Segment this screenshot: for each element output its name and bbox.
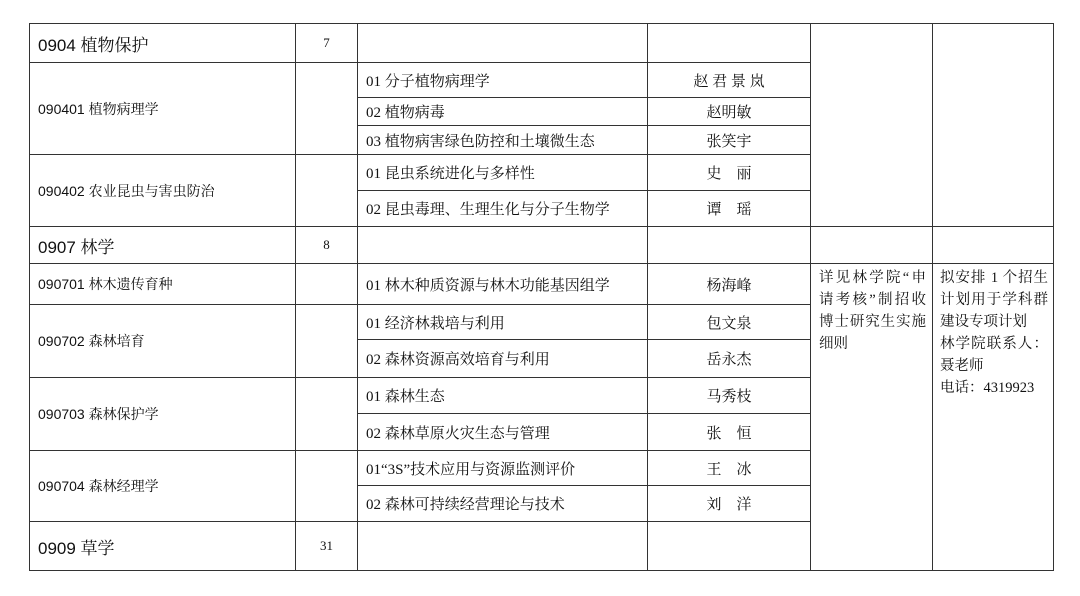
empty-cell (296, 451, 358, 522)
discipline-name: 0904 植物保护 (30, 24, 296, 63)
table-row (30, 264, 1054, 305)
empty-cell (933, 24, 1054, 227)
research-direction: 03 植物病害绿色防控和土壤微生态 (358, 126, 648, 155)
supervisor: 刘 洋 (648, 486, 811, 522)
research-direction: 02 植物病毒 (358, 98, 648, 126)
empty-cell (648, 24, 811, 63)
major-name: 090401 植物病理学 (30, 63, 296, 155)
empty-cell (296, 155, 358, 227)
remark-plan: 拟安排 1 个招生计划用于学科群建设专项计划 (940, 270, 1048, 330)
quota: 8 (296, 227, 358, 264)
major-name: 090704 森林经理学 (30, 451, 296, 522)
major-name: 090402 农业昆虫与害虫防治 (30, 155, 296, 227)
supervisor: 赵明敏 (648, 98, 811, 126)
supervisor: 岳永杰 (648, 340, 811, 378)
discipline-row (30, 24, 1054, 63)
research-direction: 02 森林可持续经营理论与技术 (358, 486, 648, 522)
empty-cell (358, 522, 648, 571)
research-direction: 02 森林资源高效培育与利用 (358, 340, 648, 378)
doctoral-enrollment-table (29, 23, 1054, 571)
quota: 31 (296, 522, 358, 571)
empty-cell (296, 63, 358, 155)
major-name: 090703 森林保护学 (30, 378, 296, 451)
supervisor: 杨海峰 (648, 264, 811, 305)
remark-contact: 林学院联系人：聂老师 (940, 336, 1048, 374)
discipline-name: 0907 林学 (30, 227, 296, 264)
empty-cell (296, 378, 358, 451)
empty-cell (358, 227, 648, 264)
supervisor: 张笑宇 (648, 126, 811, 155)
supervisor: 谭 瑶 (648, 191, 811, 227)
supervisor: 王 冰 (648, 451, 811, 486)
empty-cell (811, 227, 933, 264)
supervisor: 包文泉 (648, 305, 811, 340)
empty-cell (296, 305, 358, 378)
remark-phone: 电话：4319923 (940, 380, 1035, 396)
research-direction: 02 昆虫毒理、生理生化与分子生物学 (358, 191, 648, 227)
empty-cell (648, 522, 811, 571)
empty-cell (933, 227, 1054, 264)
quota: 7 (296, 24, 358, 63)
research-direction: 01“3S”技术应用与资源监测评价 (358, 451, 648, 486)
supervisor: 赵 君 景 岚 (648, 63, 811, 98)
discipline-row (30, 227, 1054, 264)
supervisor: 马秀枝 (648, 378, 811, 414)
research-direction: 01 经济林栽培与利用 (358, 305, 648, 340)
empty-cell (296, 264, 358, 305)
supervisor: 张 恒 (648, 414, 811, 451)
major-name: 090701 林木遗传育种 (30, 264, 296, 305)
empty-cell (648, 227, 811, 264)
research-direction: 01 森林生态 (358, 378, 648, 414)
admission-note: 详见林学院“申请考核”制招收博士研究生实施细则 (811, 264, 933, 571)
supervisor: 史 丽 (648, 155, 811, 191)
empty-cell (811, 24, 933, 227)
empty-cell (358, 24, 648, 63)
research-direction: 01 林木种质资源与林木功能基因组学 (358, 264, 648, 305)
remark-cell (933, 264, 1054, 571)
discipline-name: 0909 草学 (30, 522, 296, 571)
research-direction: 01 昆虫系统进化与多样性 (358, 155, 648, 191)
research-direction: 02 森林草原火灾生态与管理 (358, 414, 648, 451)
major-name: 090702 森林培育 (30, 305, 296, 378)
research-direction: 01 分子植物病理学 (358, 63, 648, 98)
